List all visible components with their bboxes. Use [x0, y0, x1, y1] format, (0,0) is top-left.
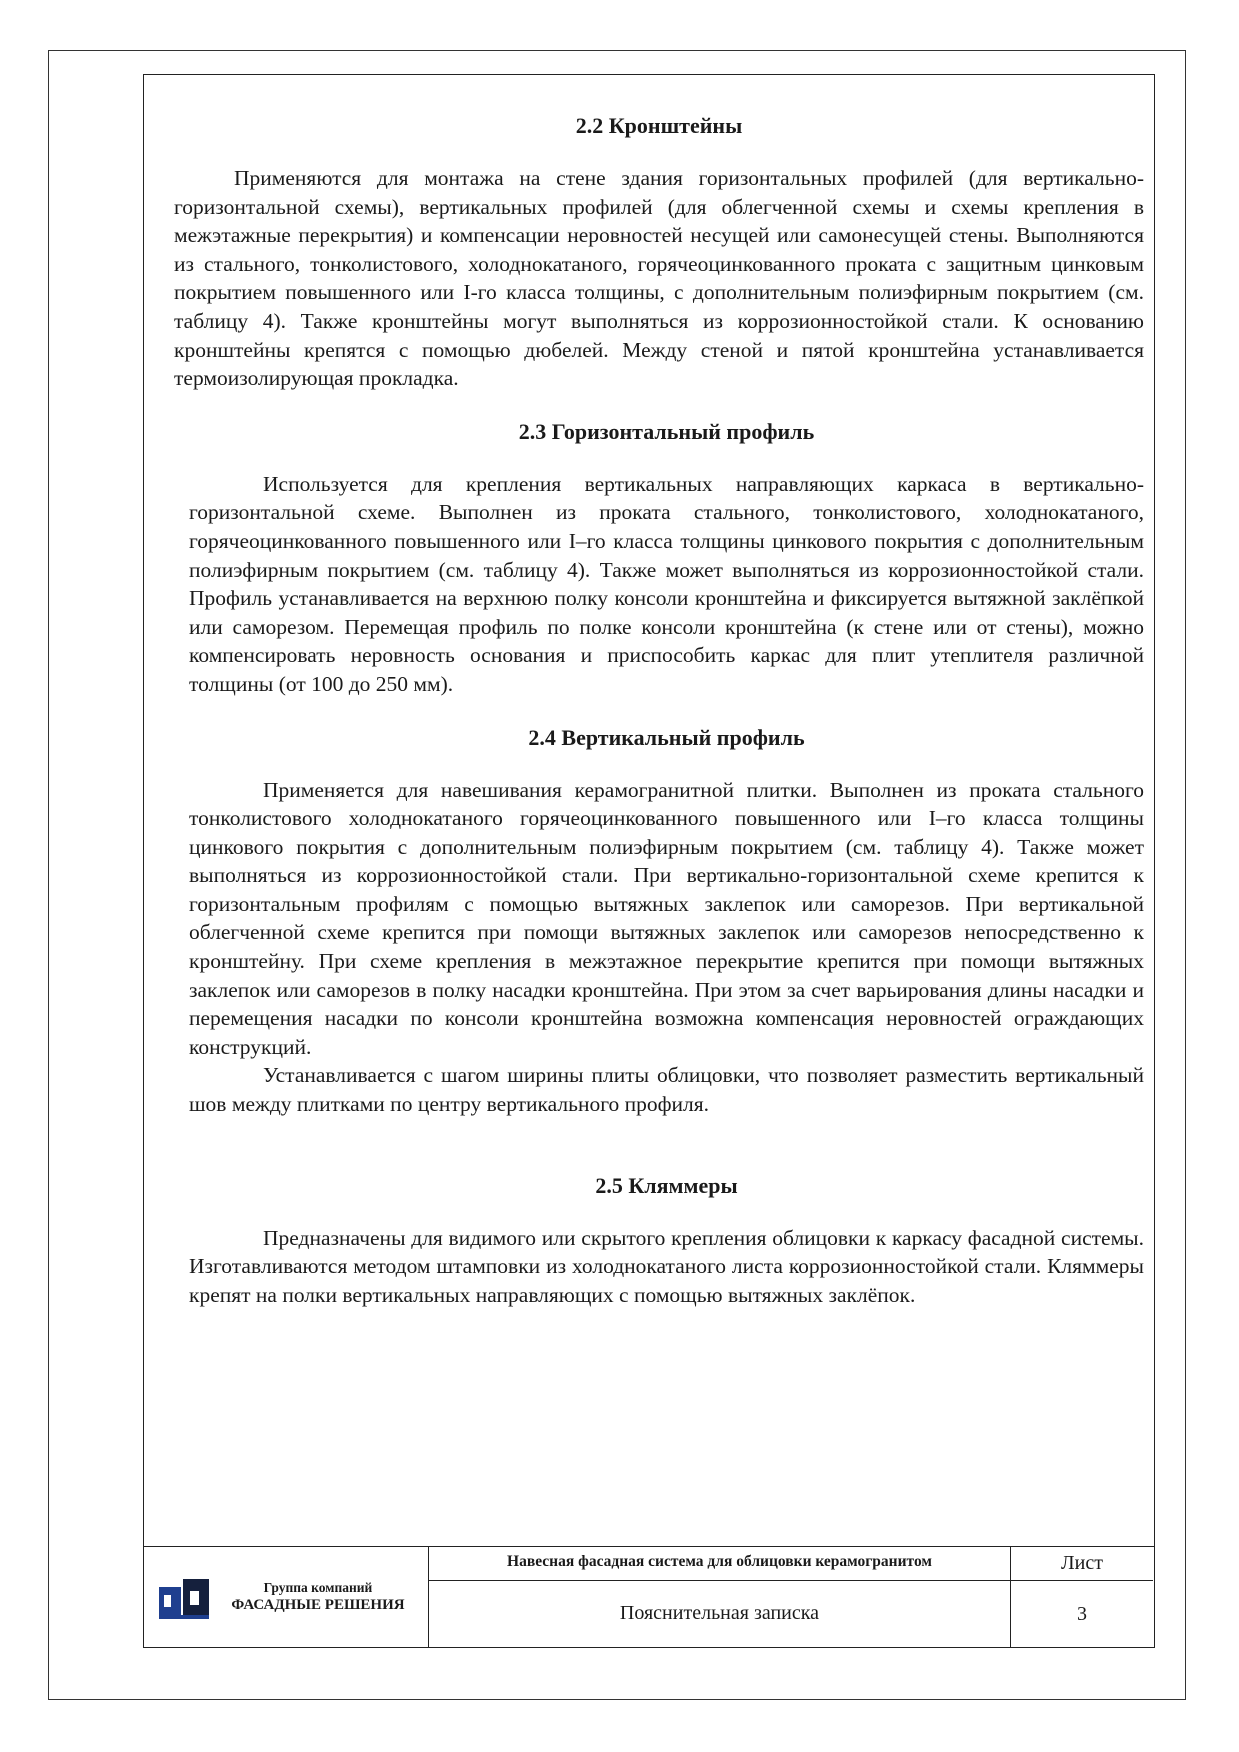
company-logo-icon [159, 1577, 209, 1621]
sheet-label: Лист [1011, 1547, 1153, 1581]
sheet-cell [1011, 1547, 1153, 1647]
document-cell [429, 1547, 1011, 1647]
section-paragraph: Используется для крепления вертикальных направляющих каркаса в вертикально-горизонтальной схеме. Выполнен из проката стального, тонколистового, холоднокатаного, горячеоцинкованного повышенного или I–го класса толщины цинкового покрытия с дополнительным полиэфирным покрытием (см. таблицу 4). Также может выполняться из коррозионностойкой стали. Профиль устанавливается на верхнюю полку консоли кронштейна и фиксируется вытяжной заклёпкой или саморезом. Перемещая профиль по полке консоли кронштейна (к стене или от стены), можно компенсировать неровность основания и приспособить каркас для плит утеплителя различной толщины (от 100 до 250 мм). [189, 471, 1144, 696]
company-cell [143, 1547, 429, 1647]
section-title: 2.5 Кляммеры [595, 1172, 738, 1198]
section-clamps [189, 1172, 1144, 1310]
title-block [143, 1546, 1155, 1648]
section-paragraph: Применяются для монтажа на стене здания горизонтальных профилей (для вертикально-горизонтальной схемы), вертикальных профилей (для облегченной схемы и схемы крепления в межэтажные перекрытия) и компенсации неровностей несущей или самонесущей стены. Выполняются из стального, тонколистового, холоднокатаного, горячеоцинкованного проката с защитным цинковым покрытием повышенного или I-го класса толщины, с дополнительным полиэфирным покрытием (см. таблицу 4). Также кронштейны могут выполняться из коррозионностойкой стали. К основанию кронштейны крепятся с помощью дюбелей. Между стеной и пятой кронштейна устанавливается термоизолирующая прокладка. [174, 166, 1144, 391]
section-brackets [174, 112, 1144, 393]
document-title: Навесная фасадная система для облицовки керамогранитом [429, 1547, 1010, 1581]
section-horizontal-profile [189, 418, 1144, 699]
section-paragraph: Предназначены для видимого или скрытого крепления облицовки к каркасу фасадной системы. Изготавливаются методом штамповки из холоднокатаного листа коррозионностойкой стали. Кляммеры крепят на полки вертикальных направляющих с помощью вытяжных заклёпок. [189, 1225, 1144, 1307]
section-title: 2.4 Вертикальный профиль [528, 724, 805, 750]
document-body [174, 112, 1144, 1309]
company-line2: ФАСАДНЫЕ РЕШЕНИЯ [231, 1597, 405, 1613]
document-subtitle: Пояснительная записка [619, 1602, 820, 1624]
section-title: 2.2 Кронштейны [575, 113, 743, 138]
section-paragraph: Устанавливается с шагом ширины плиты облицовки, что позволяет разместить вертикальный шов между плитками по центру вертикального профиля. [189, 1063, 1144, 1117]
sheet-number: 3 [1077, 1603, 1087, 1625]
company-name [213, 1579, 423, 1615]
section-title: 2.3 Горизонтальный профиль [518, 418, 815, 444]
section-paragraph: Применяется для навешивания керамогранитной плитки. Выполнен из проката стального тонколистового холоднокатаного горячеоцинкованного повышенного или I–го класса толщины цинкового покрытия с дополнительным полиэфирным покрытием (см. таблицу 4). Также может выполняться из коррозионностойкой стали. При вертикально-горизонтальной схеме крепится к горизонтальным профилям с помощью вытяжных заклепок или саморезов. При вертикальной облегченной схеме крепится при помощи вытяжных заклепок или саморезов непосредственно к кронштейну. При схеме крепления в межэтажное перекрытие крепится при помощи вытяжных заклепок или саморезов в полку насадки кронштейна. При этом за счет варьирования длины насадки и перемещения насадки по консоли кронштейна возможна компенсация неровностей ограждающих конструкций. [189, 777, 1144, 1059]
section-vertical-profile [189, 724, 1144, 1119]
company-line1: Группа компаний [263, 1580, 373, 1595]
